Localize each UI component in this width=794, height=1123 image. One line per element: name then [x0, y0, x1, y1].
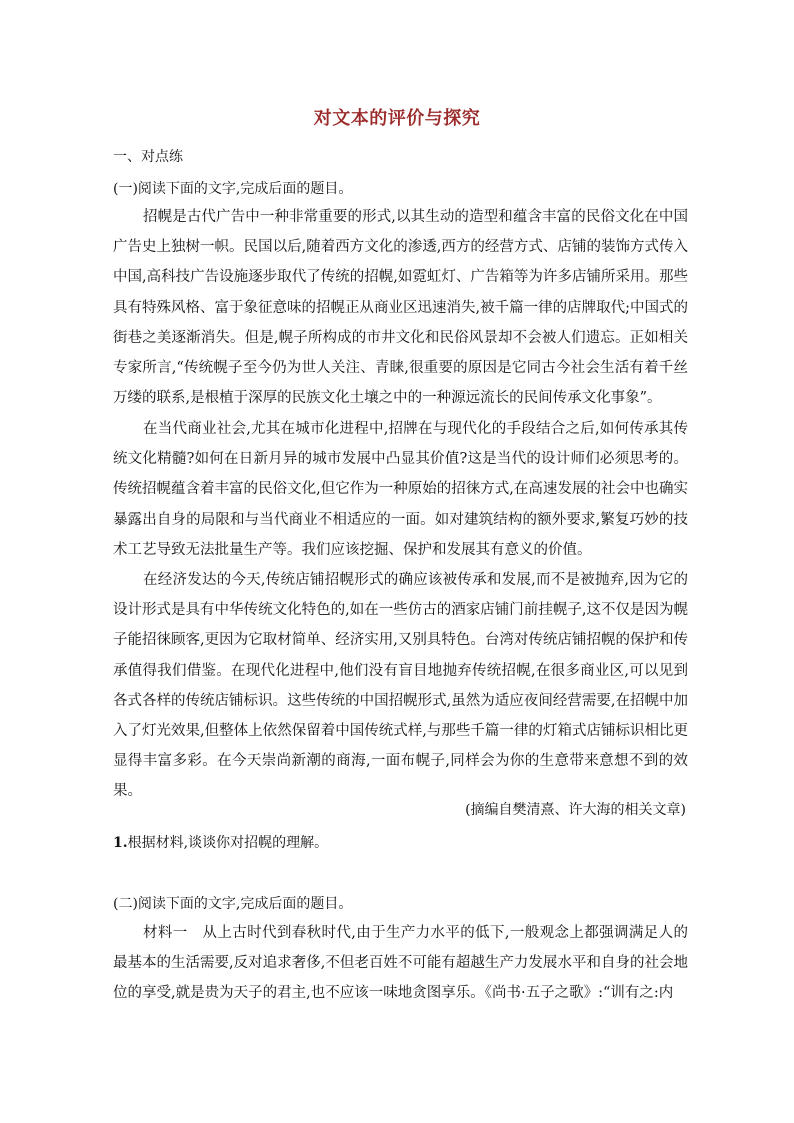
- section-heading: 一、对点练: [113, 149, 183, 165]
- part1-paragraph-2: 在当代商业社会,尤其在城市化进程中,招牌在与现代化的手段结合之后,如何传承其传统文化精髓?如何在日新月异的城市发展中凸显其价值?这是当代的设计师们必须思考的。传统招幌蕴含着丰富的民俗文化,但它作为一种原始的招徕方式,在高速发展的社会中也确实暴露出自身的局限和与当代商业不相适应的一面。如对建筑结构的额外要求,繁复巧妙的技术工艺导致无法批量生产等。我们应该挖掘、保护和发展其有意义的价值。: [113, 421, 688, 558]
- question-1: [113, 832, 328, 852]
- part1-heading: (一)阅读下面的文字,完成后面的题目。: [113, 181, 353, 197]
- part1-paragraph-1: 招幌是古代广告中一种非常重要的形式,以其生动的造型和蕴含丰富的民俗文化在中国广告史上独树一帜。民国以后,随着西方文化的渗透,西方的经营方式、店铺的装饰方式传入中国,高科技广告设施逐步取代了传统的招幌,如霓虹灯、广告箱等为许多店铺所采用。那些具有特殊风格、富于象征意味的招幌正从商业区迅速消失,被千篇一律的店牌取代;中国式的街巷之美逐渐消失。但是,幌子所构成的市井文化和民俗风景却不会被人们遗忘。正如相关专家所言,“传统幌子至今仍为世人关注、青睐,很重要的原因是它同古今社会生活有着千丝万缕的联系,是根植于深厚的民族文化土壤之中的一种源远流长的民间传承文化事象”。: [113, 209, 688, 407]
- part1-paragraph-3: 在经济发达的今天,传统店铺招幌形式的确应该被传承和发展,而不是被抛弃,因为它的设计形式是具有中华传统文化特色的,如在一些仿古的酒家店铺门前挂幌子,这不仅是因为幌子能招徕顾客,更因为它取材简单、经济实用,又别具特色。台湾对传统店铺招幌的保护和传承值得我们借鉴。在现代化进程中,他们没有盲目地抛弃传统招幌,在很多商业区,可以见到各式各样的传统店铺标识。这些传统的中国招幌形式,虽然为适应夜间经营需要,在招幌中加入了灯光效果,但整体上依然保留着中国传统式样,与那些千篇一律的灯箱式店铺标识相比更显得丰富多彩。在今天崇尚新潮的商海,一面布幌子,同样会为你的生意带来意想不到的效果。: [113, 572, 688, 800]
- part2-heading: (二)阅读下面的文字,完成后面的题目。: [113, 896, 353, 912]
- question-number: 1.: [113, 835, 128, 851]
- question-text: 根据材料,谈谈你对招幌的理解。: [127, 835, 329, 851]
- part2-paragraph-1: 材料一 从上古时代到春秋时代,由于生产力水平的低下,一般观念上都强调满足人的最基本的生活需要,反对追求奢侈,不但老百姓不可能有超越生产力发展水平和自身的社会地位的享受,就是贵为天子的君主,也不应该一味地贪图享乐。《尚书·五子之歌》:“训有之:内: [113, 925, 688, 1002]
- source-citation: (摘编自樊清熹、许大海的相关文章): [465, 802, 686, 818]
- page-title: 对文本的评价与探究: [313, 108, 481, 129]
